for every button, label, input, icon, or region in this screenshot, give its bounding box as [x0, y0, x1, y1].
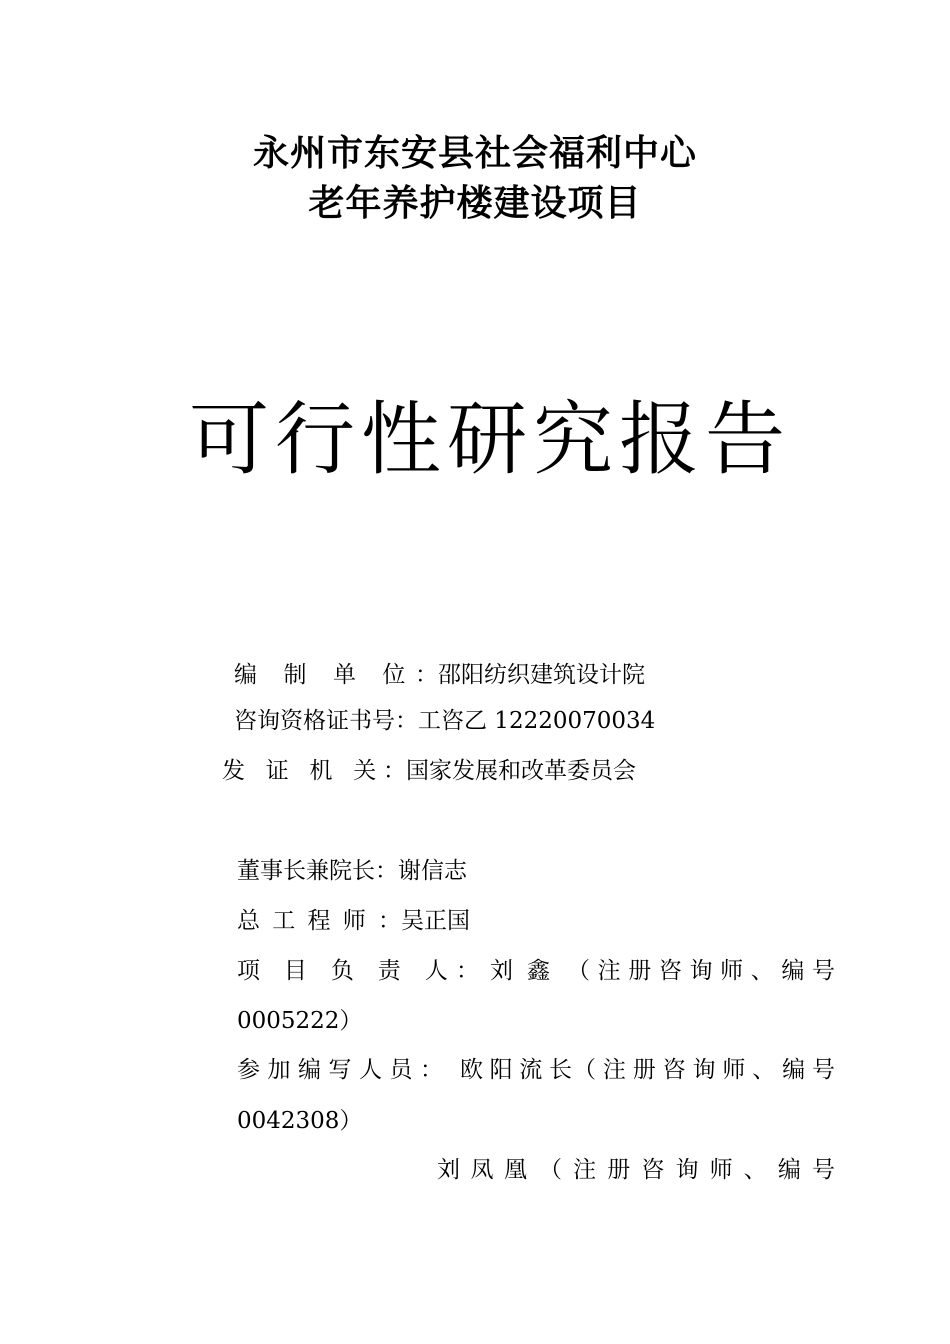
issuing-authority — [222, 756, 636, 786]
contributor-1-note: （注册咨询师、编号 — [573, 1057, 835, 1083]
contributor-2 — [437, 1155, 835, 1185]
qualification-cert-label: 咨询资格证书号： — [234, 708, 418, 734]
compiling-unit — [234, 660, 645, 690]
chairman-label: 董事长兼院长： — [237, 858, 398, 884]
issuing-authority-value: 国家发展和改革委员会 — [406, 758, 636, 784]
qualification-cert-value: 工咨乙 12220070034 — [418, 708, 656, 734]
contributor-1-name: 欧阳流长 — [460, 1057, 572, 1083]
compiling-unit-value: 邵阳纺织建筑设计院 — [438, 662, 645, 688]
project-manager-note: （注册咨询师、编号 — [567, 958, 835, 984]
contributors — [237, 1055, 835, 1085]
project-manager — [237, 956, 835, 986]
project-manager-name: 刘 鑫 — [490, 958, 550, 984]
contributor-2-name: 刘凤凰 — [437, 1157, 527, 1183]
chief-engineer-label: 总 工 程 师 ： — [237, 908, 401, 934]
compiling-unit-label: 编 制 单 位： — [234, 662, 438, 688]
chief-engineer-value: 吴正国 — [401, 908, 470, 934]
project-manager-number: 0005222） — [237, 1008, 363, 1034]
chairman — [237, 856, 467, 886]
qualification-cert — [234, 706, 655, 736]
project-title-line1: 永州市东安县社会福利中心 — [252, 132, 697, 174]
contributor-2-note: （注册咨询师、编号 — [539, 1157, 835, 1183]
project-title-line2: 老年养护楼建设项目 — [308, 182, 642, 224]
chief-engineer — [237, 906, 470, 936]
contributor-1-number: 0042308） — [237, 1108, 363, 1134]
report-title: 可行性研究报告 — [189, 393, 791, 486]
contributors-label: 参 加 编 写 人 员 ： — [237, 1057, 443, 1083]
issuing-authority-label: 发 证 机 关： — [222, 758, 406, 784]
chairman-value: 谢信志 — [398, 858, 467, 884]
project-manager-label: 项 目 负 责 人： — [237, 958, 479, 984]
